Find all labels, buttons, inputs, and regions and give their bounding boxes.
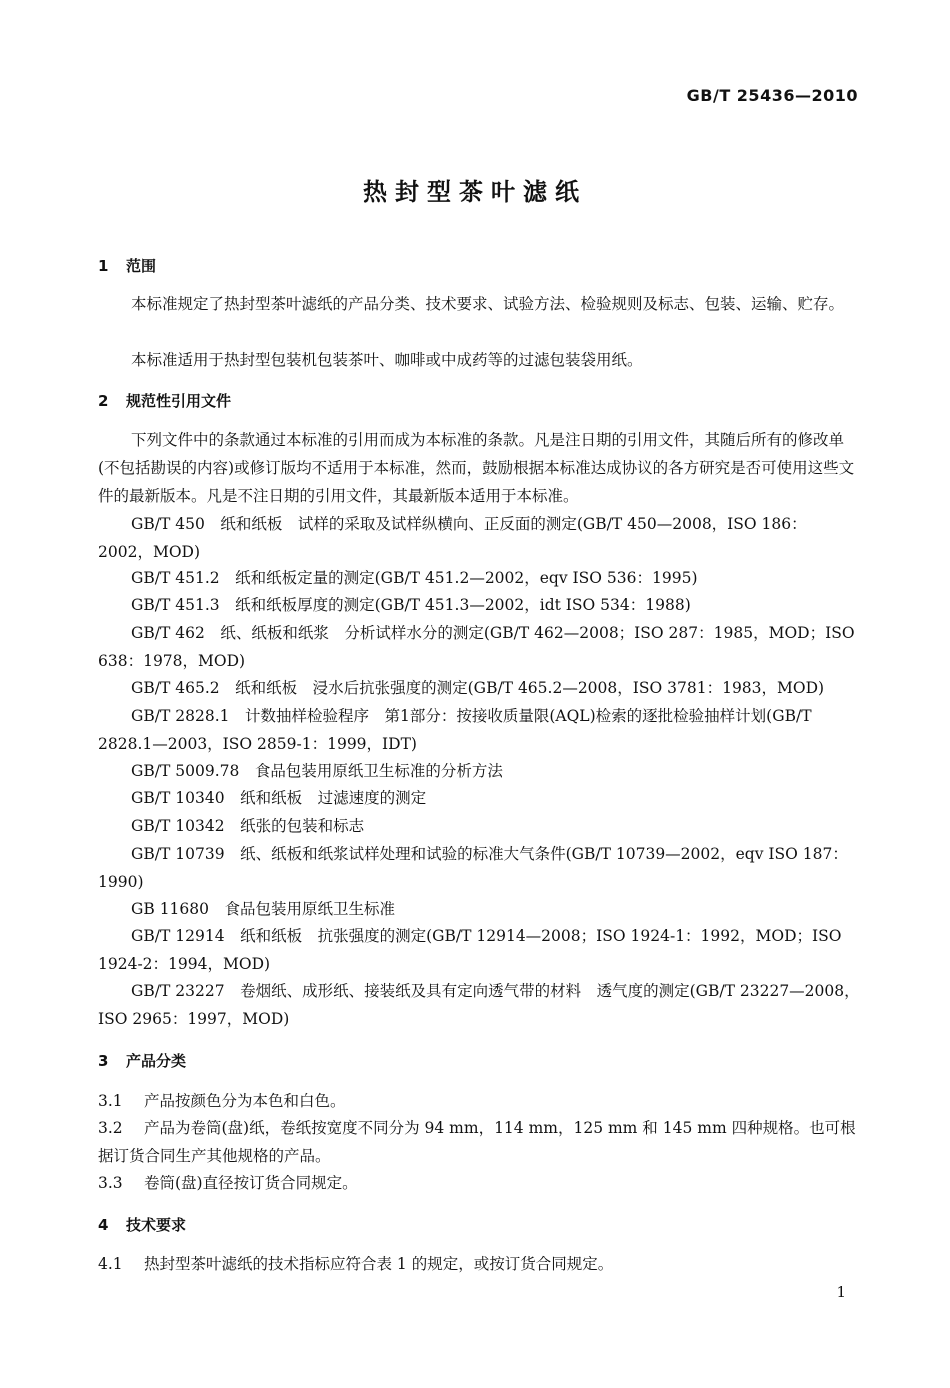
reference-item: GB/T 450 纸和纸板 试样的采取及试样纵横向、正反面的测定(GB/T 450—2008，ISO 186：2002，MOD)	[98, 515, 807, 561]
document-title: 热封型茶叶滤纸	[363, 178, 587, 206]
clause-3-3	[98, 1169, 860, 1197]
section-number: 4	[98, 1216, 109, 1234]
scope-paragraph-1: 本标准规定了热封型茶叶滤纸的产品分类、技术要求、试验方法、检验规则及标志、包装、运输、贮存。	[131, 295, 845, 313]
scope-paragraph-2: 本标准适用于热封型包装机包装茶叶、咖啡或中成药等的过滤包装袋用纸。	[131, 351, 643, 369]
reference-item: GB/T 10739 纸、纸板和纸浆试样处理和试验的标准大气条件(GB/T 10739—2002，eqv ISO 187：1990)	[98, 845, 848, 891]
reference-item: GB/T 451.2 纸和纸板定量的测定(GB/T 451.2—2002，eqv ISO 536：1995)	[131, 569, 698, 587]
reference-item: GB/T 5009.78 食品包装用原纸卫生标准的分析方法	[131, 762, 503, 780]
section-4-heading	[98, 1214, 186, 1235]
section-title: 范围	[126, 257, 157, 275]
section-2-heading	[98, 390, 231, 411]
reference-item: GB 11680 食品包装用原纸卫生标准	[131, 900, 396, 918]
clause-text: 产品为卷筒(盘)纸，卷纸按宽度不同分为 94 mm，114 mm，125 mm 和 145 mm 四种规格。也可根据订货合同生产其他规格的产品。	[98, 1119, 856, 1165]
clause-4-1	[98, 1250, 860, 1278]
clause-number: 4.1	[98, 1255, 123, 1273]
section-3-heading	[98, 1050, 186, 1071]
page-number: 1	[836, 1283, 846, 1301]
clause-number: 3.1	[98, 1092, 123, 1110]
clause-3-1	[98, 1087, 860, 1115]
section-title: 规范性引用文件	[126, 392, 232, 410]
clause-number: 3.2	[98, 1119, 123, 1137]
clause-number: 3.3	[98, 1174, 123, 1192]
section-1-heading	[98, 255, 156, 276]
references-intro: 下列文件中的条款通过本标准的引用而成为本标准的条款。凡是注日期的引用文件，其随后所有的修改单(不包括勘误的内容)或修订版均不适用于本标准，然而，鼓励根据本标准达成协议的各方研究是否可使用这些文件的最新版本。凡是不注日期的引用文件，其最新版本适用于本标准。	[98, 431, 855, 505]
reference-item: GB/T 10342 纸张的包装和标志	[131, 817, 365, 835]
reference-item: GB/T 462 纸、纸板和纸浆 分析试样水分的测定(GB/T 462—2008；ISO 287：1985，MOD；ISO 638：1978，MOD)	[98, 624, 855, 670]
reference-item: GB/T 451.3 纸和纸板厚度的测定(GB/T 451.3—2002，idt ISO 534：1988)	[131, 596, 691, 614]
section-number: 1	[98, 257, 109, 275]
reference-item: GB/T 465.2 纸和纸板 浸水后抗张强度的测定(GB/T 465.2—2008，ISO 3781：1983，MOD)	[131, 679, 825, 697]
standard-code: GB/T 25436—2010	[686, 86, 858, 105]
clause-text: 产品按颜色分为本色和白色。	[144, 1092, 346, 1110]
section-title: 产品分类	[126, 1052, 187, 1070]
reference-item: GB/T 2828.1 计数抽样检验程序 第1部分：按接收质量限(AQL)检索的逐批检验抽样计划(GB/T 2828.1—2003，ISO 2859-1：1999，IDT)	[98, 707, 812, 753]
section-number: 2	[98, 392, 109, 410]
reference-item: GB/T 10340 纸和纸板 过滤速度的测定	[131, 789, 427, 807]
section-title: 技术要求	[126, 1216, 187, 1234]
clause-text: 卷筒(盘)直径按订货合同规定。	[144, 1174, 358, 1192]
reference-item: GB/T 12914 纸和纸板 抗张强度的测定(GB/T 12914—2008；ISO 1924-1：1992，MOD；ISO 1924-2：1994，MOD)	[98, 927, 842, 973]
clause-text: 热封型茶叶滤纸的技术指标应符合表 1 的规定，或按订货合同规定。	[144, 1255, 614, 1273]
clause-3-2	[98, 1114, 860, 1170]
reference-item: GB/T 23227 卷烟纸、成形纸、接装纸及具有定向透气带的材料 透气度的测定(GB/T 23227—2008，ISO 2965：1997，MOD)	[98, 982, 860, 1028]
section-number: 3	[98, 1052, 109, 1070]
